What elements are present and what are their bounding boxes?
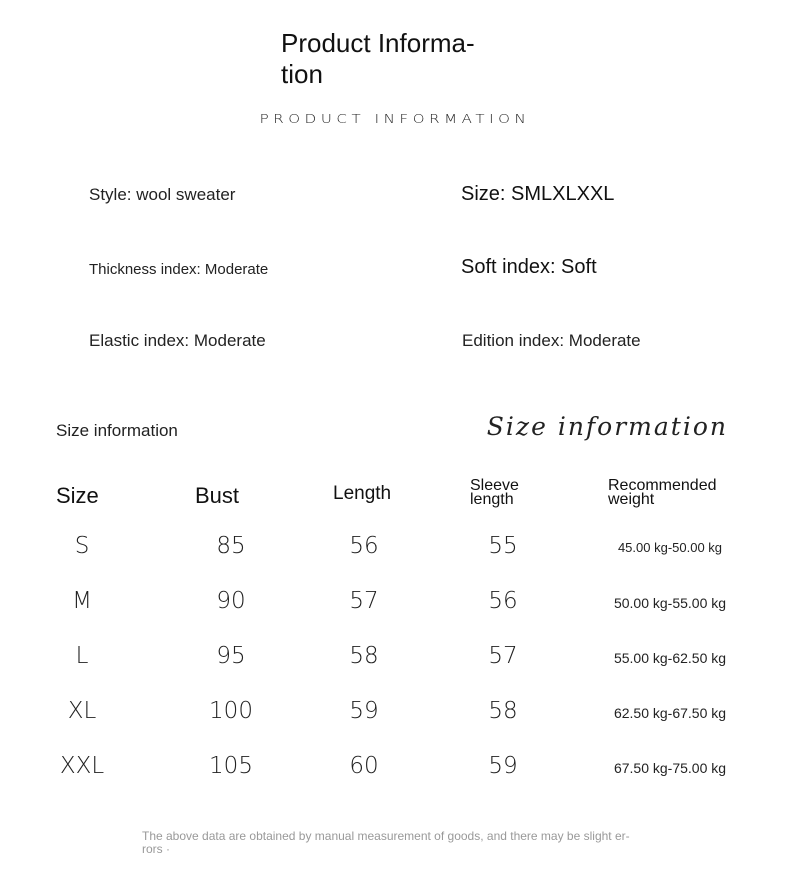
cell-size: S — [74, 533, 90, 559]
header-size: Size — [56, 483, 99, 508]
cell-length: 60 — [349, 753, 379, 779]
cell-recommended-weight: 67.50 kg-75.00 kg — [613, 760, 727, 776]
cell-length: 56 — [349, 533, 379, 559]
cell-bust: 95 — [216, 643, 246, 669]
cell-size: M — [72, 588, 92, 614]
header-recommended-weight: Recommended weight — [608, 477, 717, 508]
cell-bust: 85 — [216, 533, 246, 559]
cell-sleeve-length: 59 — [488, 753, 518, 779]
cell-bust: 90 — [216, 588, 246, 614]
attr-thickness: Thickness index: Moderate — [89, 261, 269, 278]
cell-recommended-weight: 45.00 kg-50.00 kg — [617, 540, 723, 555]
cell-recommended-weight: 55.00 kg-62.50 kg — [613, 650, 727, 666]
attr-soft: Soft index: Soft — [461, 256, 597, 278]
cell-size: XL — [67, 698, 97, 724]
size-info-script-title: Size information — [486, 412, 728, 441]
attr-style: Style: wool sweater — [89, 185, 236, 204]
cell-sleeve-length: 57 — [488, 643, 518, 669]
cell-length: 58 — [349, 643, 379, 669]
size-info-label: Size information — [56, 421, 178, 440]
cell-sleeve-length: 55 — [488, 533, 518, 559]
cell-size: L — [75, 643, 89, 669]
cell-length: 59 — [349, 698, 379, 724]
attr-size: Size: SMLXLXXL — [461, 183, 615, 205]
cell-recommended-weight: 50.00 kg-55.00 kg — [613, 595, 727, 611]
cell-bust: 100 — [209, 698, 253, 724]
page-title: Product Informa- tion — [281, 28, 475, 89]
header-sleeve-length: Sleeve length — [470, 477, 519, 508]
cell-recommended-weight: 62.50 kg-67.50 kg — [613, 705, 727, 721]
cell-sleeve-length: 56 — [488, 588, 518, 614]
header-length: Length — [333, 483, 392, 504]
header-bust: Bust — [195, 483, 240, 508]
footnote: The above data are obtained by manual measurement of goods, and there may be slight er- rors · — [142, 829, 630, 856]
cell-size: XXL — [59, 753, 105, 779]
cell-bust: 105 — [209, 753, 253, 779]
page-subtitle: PRODUCT INFORMATION — [259, 111, 531, 127]
attr-edition: Edition index: Moderate — [462, 331, 641, 350]
attr-elastic: Elastic index: Moderate — [89, 331, 266, 350]
cell-sleeve-length: 58 — [488, 698, 518, 724]
cell-length: 57 — [349, 588, 379, 614]
